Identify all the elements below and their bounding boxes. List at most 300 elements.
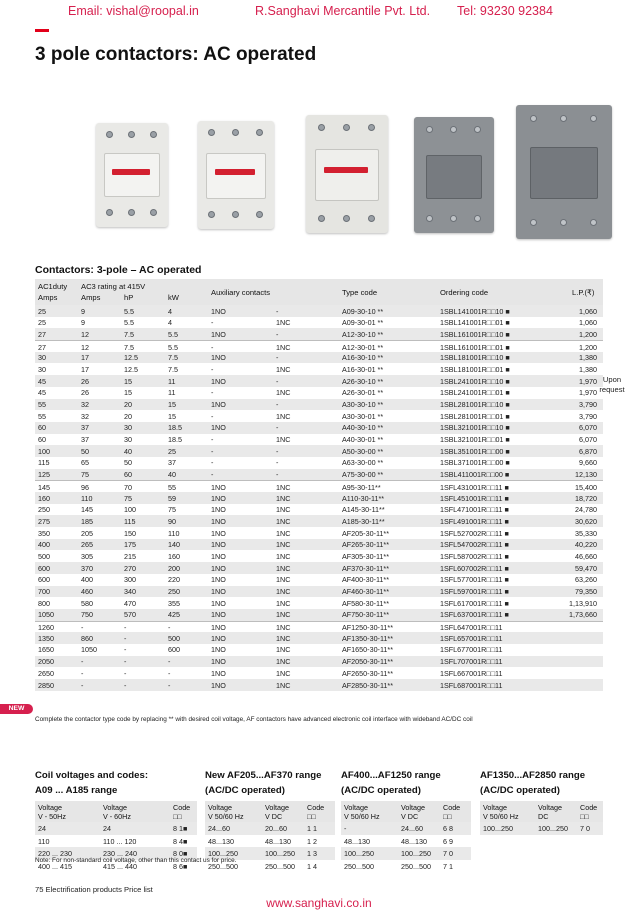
table-cell: 500 bbox=[38, 551, 50, 561]
table-cell: 1NC bbox=[276, 657, 291, 667]
table-cell: 1NC bbox=[276, 633, 291, 643]
table-cell: 1NC bbox=[276, 342, 291, 352]
table-cell: 1NO bbox=[211, 623, 226, 633]
table-cell: A12-30-01 ** bbox=[342, 342, 384, 352]
new-badge: NEW bbox=[0, 704, 33, 714]
table-cell: - bbox=[168, 680, 171, 690]
af1350-heading-2: (AC/DC operated) bbox=[480, 785, 560, 796]
table-row bbox=[35, 445, 603, 457]
table-cell: 20 bbox=[124, 411, 132, 421]
table-cell: 50 bbox=[124, 458, 132, 468]
table-cell: A50-30-00 ** bbox=[342, 446, 384, 456]
table-cell: 1SFL687001R□□11 bbox=[440, 680, 503, 690]
table-cell: 1NO bbox=[211, 633, 226, 643]
mini-subheader-cell: V - 50Hz bbox=[38, 812, 66, 821]
table-cell: - bbox=[211, 318, 214, 328]
table-cell: 1NC bbox=[276, 587, 291, 596]
table-cell: 1350 bbox=[38, 633, 54, 643]
mini-header-cell: Voltage bbox=[265, 803, 289, 812]
table-cell: 1NC bbox=[276, 680, 291, 690]
table-cell: 1SFL647001R□□11 bbox=[440, 623, 503, 633]
table-cell: AF580-30-11** bbox=[342, 598, 390, 608]
table-cell: - bbox=[211, 435, 214, 445]
mini-cell: 110 ... 120 bbox=[103, 836, 137, 846]
table-cell: A09-30-10 ** bbox=[342, 306, 384, 316]
table-cell: A12-30-10 ** bbox=[342, 329, 384, 339]
table-cell: 1SFL617001R□□11 ■ bbox=[440, 598, 509, 608]
table-cell: 17 bbox=[81, 364, 89, 374]
table-cell: 55 bbox=[168, 482, 176, 492]
table-row bbox=[35, 574, 603, 586]
table-cell: 1NC bbox=[276, 551, 291, 561]
table-row bbox=[35, 328, 603, 340]
table-cell: 70 bbox=[124, 482, 132, 492]
table-cell: 185 bbox=[81, 516, 93, 526]
table-cell: 500 bbox=[168, 633, 180, 643]
table-cell: - bbox=[276, 423, 279, 433]
table-cell: 110 bbox=[168, 528, 180, 538]
table-cell: 1NO bbox=[211, 551, 226, 561]
contactor-photo-3 bbox=[306, 115, 388, 233]
mini-cell: 48...130 bbox=[208, 836, 234, 846]
table-cell: 6,070 bbox=[579, 423, 597, 433]
table-cell: 7.5 bbox=[168, 364, 178, 374]
table-cell: - bbox=[168, 623, 171, 633]
table-cell: A09-30-01 ** bbox=[342, 318, 384, 328]
mini-cell: 230 ... 240 bbox=[103, 849, 137, 859]
table-cell: 470 bbox=[124, 598, 136, 608]
table-cell: 1SFL451001R□□11 ■ bbox=[440, 493, 509, 503]
table-cell: 1NO bbox=[211, 587, 226, 596]
table-cell: - bbox=[124, 633, 127, 643]
table-cell: 1NO bbox=[211, 353, 226, 363]
mini-subheader-cell: V 50/60 Hz bbox=[344, 812, 380, 821]
contactor-photo-2 bbox=[198, 121, 274, 229]
mini-cell: 100...250 bbox=[401, 849, 431, 859]
table-cell: 1SBL141001R□□10 ■ bbox=[440, 306, 510, 316]
af205-heading-2: (AC/DC operated) bbox=[205, 785, 285, 796]
table-cell: 1NC bbox=[276, 668, 291, 678]
table-cell: 110 bbox=[81, 493, 93, 503]
table-cell: 1NC bbox=[276, 598, 291, 608]
mini-cell: 20...60 bbox=[265, 824, 287, 833]
table-cell: 1SBL411001R□□00 ■ bbox=[440, 470, 510, 480]
table-cell: 1SFL597001R□□11 ■ bbox=[440, 587, 509, 596]
table-cell: 30 bbox=[124, 435, 132, 445]
mini-cell: 24...60 bbox=[208, 824, 230, 833]
table-cell: 3,790 bbox=[579, 400, 597, 409]
table-cell: 1260 bbox=[38, 623, 54, 633]
mini-table-row bbox=[480, 822, 603, 835]
table-cell: 1SBL181001R□□01 ■ bbox=[440, 364, 510, 374]
table-cell: 15 bbox=[168, 411, 176, 421]
table-body bbox=[35, 305, 603, 691]
table-cell: 2050 bbox=[38, 657, 54, 667]
table-cell: 1NO bbox=[211, 540, 226, 550]
table-cell: - bbox=[276, 353, 279, 363]
table-cell: 1NO bbox=[211, 668, 226, 678]
table-cell: 37 bbox=[81, 423, 89, 433]
table-cell: - bbox=[211, 458, 214, 468]
table-cell: 2650 bbox=[38, 668, 54, 678]
website-link[interactable]: www.sanghavi.co.in bbox=[266, 896, 372, 910]
table-row bbox=[35, 399, 603, 411]
mini-cell: 48...130 bbox=[401, 836, 427, 846]
table-cell: 1NC bbox=[276, 528, 291, 538]
table-cell: 1,13,910 bbox=[569, 598, 597, 608]
table-cell: 1NO bbox=[211, 610, 226, 620]
table-row bbox=[35, 539, 603, 551]
table-cell: 9 bbox=[81, 306, 85, 316]
mini-table-row bbox=[341, 835, 471, 848]
table-cell: 1SFL491001R□□11 ■ bbox=[440, 516, 509, 526]
table-cell: 100 bbox=[38, 446, 50, 456]
table-cell: 45 bbox=[38, 376, 46, 386]
table-cell: 600 bbox=[168, 645, 180, 655]
table-cell: 1SBL321001R□□10 ■ bbox=[440, 423, 510, 433]
mini-cell: 100...250 bbox=[208, 849, 238, 859]
table-cell: AF460-30-11** bbox=[342, 587, 390, 596]
table-cell: 37 bbox=[81, 435, 89, 445]
mini-cell: 1 1 bbox=[307, 824, 317, 833]
mini-header-cell: Voltage bbox=[38, 803, 62, 812]
table-cell: 9,660 bbox=[579, 458, 597, 468]
table-cell: - bbox=[211, 411, 214, 421]
table-cell: 1NC bbox=[276, 505, 291, 515]
table-cell: 18.5 bbox=[168, 423, 182, 433]
table-cell: 9 bbox=[81, 318, 85, 328]
table-cell: 1SBL241001R□□10 ■ bbox=[440, 376, 510, 386]
col-ac1-amps: Amps bbox=[38, 293, 58, 302]
table-cell: 400 bbox=[38, 540, 50, 550]
table-cell: 340 bbox=[124, 587, 136, 596]
table-cell: 1050 bbox=[38, 610, 54, 620]
table-cell: A185-30-11** bbox=[342, 516, 385, 526]
table-cell: - bbox=[211, 470, 214, 480]
table-cell: 1SFL667001R□□11 bbox=[440, 668, 503, 678]
table-cell: 1SFL471001R□□11 ■ bbox=[440, 505, 509, 515]
table-cell: 1NO bbox=[211, 493, 226, 503]
table-cell: 800 bbox=[38, 598, 50, 608]
table-cell: 27 bbox=[38, 342, 46, 352]
table-cell: 250 bbox=[168, 587, 180, 596]
table-cell: 12 bbox=[81, 342, 89, 352]
table-cell: 1NO bbox=[211, 645, 226, 655]
table-cell: 1NC bbox=[276, 388, 291, 398]
table-cell: 175 bbox=[124, 540, 136, 550]
table-cell: - bbox=[81, 680, 84, 690]
table-cell: 15 bbox=[124, 388, 132, 398]
table-cell: 600 bbox=[38, 563, 50, 573]
mini-cell: 7 1 bbox=[443, 861, 453, 871]
table-cell: 160 bbox=[168, 551, 180, 561]
table-cell: 12.5 bbox=[124, 364, 138, 374]
mini-header-cell: Voltage bbox=[103, 803, 127, 812]
table-cell: - bbox=[124, 645, 127, 655]
mini-subheader-cell: V 50/60 Hz bbox=[483, 812, 519, 821]
mini-header-cell: Code bbox=[307, 803, 325, 812]
table-cell: 300 bbox=[124, 575, 136, 585]
table-cell: A75-30-00 ** bbox=[342, 470, 384, 480]
table-row bbox=[35, 667, 603, 679]
table-cell: 79,350 bbox=[575, 587, 597, 596]
table-cell: 6,870 bbox=[579, 446, 597, 456]
table-cell: 90 bbox=[168, 516, 176, 526]
table-cell: 1SFL527002R□□11 ■ bbox=[440, 528, 509, 538]
table-cell: 1650 bbox=[38, 645, 54, 655]
table-cell: 1SBL281001R□□01 ■ bbox=[440, 411, 510, 421]
table-cell: - bbox=[276, 470, 279, 480]
mini-cell: 100...250 bbox=[483, 824, 513, 833]
mini-subheader-cell: □□ bbox=[173, 812, 182, 821]
table-cell: 65 bbox=[81, 458, 89, 468]
table-cell: 15 bbox=[124, 376, 132, 386]
table-cell: 1SFL587002R□□11 ■ bbox=[440, 551, 509, 561]
mini-cell: 250...500 bbox=[401, 861, 431, 871]
table-cell: - bbox=[211, 364, 214, 374]
mini-subheader-cell: V - 60Hz bbox=[103, 812, 131, 821]
table-cell: 1NC bbox=[276, 318, 291, 328]
table-cell: 37 bbox=[168, 458, 176, 468]
table-cell: 27 bbox=[38, 329, 46, 339]
table-cell: A110-30-11** bbox=[342, 493, 385, 503]
table-cell: 55 bbox=[38, 411, 46, 421]
table-cell: - bbox=[276, 400, 279, 409]
table-cell: 6,070 bbox=[579, 435, 597, 445]
table-cell: 150 bbox=[124, 528, 136, 538]
table-cell: - bbox=[276, 458, 279, 468]
table-cell: 1NO bbox=[211, 423, 226, 433]
table-cell: AF1350-30-11** bbox=[342, 633, 394, 643]
mini-cell: 6 8 bbox=[443, 824, 453, 833]
col-amps: Amps bbox=[81, 293, 101, 302]
table-cell: 60 bbox=[38, 423, 46, 433]
table-cell: 1NO bbox=[211, 505, 226, 515]
table-row bbox=[35, 457, 603, 469]
table-cell: 3,790 bbox=[579, 411, 597, 421]
table-cell: 17 bbox=[81, 353, 89, 363]
mini-table-header bbox=[341, 801, 471, 822]
mini-cell: 24 bbox=[103, 824, 111, 833]
table-row bbox=[35, 609, 603, 621]
table-cell: 125 bbox=[38, 470, 50, 480]
table-row bbox=[35, 317, 603, 329]
table-cell: 40,220 bbox=[575, 540, 597, 550]
table-cell: 265 bbox=[81, 540, 93, 550]
table-cell: 1,060 bbox=[579, 318, 597, 328]
table-cell: AF205-30-11** bbox=[342, 528, 390, 538]
mini-cell: 220 ... 230 bbox=[38, 849, 72, 859]
table-cell: 1SBL281001R□□10 ■ bbox=[440, 400, 510, 409]
table-cell: - bbox=[276, 376, 279, 386]
table-cell: A40-30-10 ** bbox=[342, 423, 384, 433]
mini-cell: 7 0 bbox=[580, 824, 590, 833]
table-cell: 1NC bbox=[276, 435, 291, 445]
table-row bbox=[35, 375, 603, 387]
table-cell: 75 bbox=[124, 493, 132, 503]
table-row bbox=[35, 562, 603, 574]
mini-cell: 1 4 bbox=[307, 861, 317, 871]
table-cell: AF370-30-11** bbox=[342, 563, 390, 573]
mini-subheader-cell: □□ bbox=[580, 812, 589, 821]
table-cell: 1NO bbox=[211, 516, 226, 526]
table-row bbox=[35, 387, 603, 399]
table-cell: 75 bbox=[81, 470, 89, 480]
table-row bbox=[35, 363, 603, 375]
mini-cell: 8 1■ bbox=[173, 824, 188, 833]
table-cell: A63-30-00 ** bbox=[342, 458, 384, 468]
table-row bbox=[35, 515, 603, 527]
mini-table-row bbox=[341, 822, 471, 835]
table-cell: 1NO bbox=[211, 563, 226, 573]
coil-heading-2: A09 ... A185 range bbox=[35, 785, 118, 796]
col-ordering: Ordering code bbox=[440, 288, 489, 297]
mini-subheader-cell: DC bbox=[538, 812, 549, 821]
mini-cell: - bbox=[344, 824, 347, 833]
table-cell: 7.5 bbox=[168, 353, 178, 363]
table-cell: 24,780 bbox=[575, 505, 597, 515]
mini-subheader-cell: V DC bbox=[265, 812, 283, 821]
table-cell: 12 bbox=[81, 329, 89, 339]
mini-header-cell: Code bbox=[580, 803, 598, 812]
table-cell: - bbox=[211, 446, 214, 456]
col-aux: Auxiliary contacts bbox=[211, 288, 271, 297]
table-cell: 1NC bbox=[276, 411, 291, 421]
table-cell: 1NO bbox=[211, 400, 226, 409]
table-cell: AF1650-30-11** bbox=[342, 645, 394, 655]
table-cell: 1,200 bbox=[579, 342, 597, 352]
table-cell: 5.5 bbox=[168, 329, 178, 339]
table-cell: 1NC bbox=[276, 563, 291, 573]
table-cell: 145 bbox=[38, 482, 50, 492]
table-cell: 25 bbox=[38, 318, 46, 328]
table-cell: 570 bbox=[124, 610, 136, 620]
table-cell: 370 bbox=[81, 563, 93, 573]
table-cell: 30 bbox=[38, 364, 46, 374]
table-cell: A26-30-10 ** bbox=[342, 376, 384, 386]
table-cell: 1SBL181001R□□10 ■ bbox=[440, 353, 510, 363]
table-cell: 30 bbox=[124, 423, 132, 433]
table-cell: 1NO bbox=[211, 528, 226, 538]
mini-cell: 48...130 bbox=[265, 836, 291, 846]
table-cell: A16-30-01 ** bbox=[342, 364, 384, 374]
accent-bar bbox=[35, 29, 49, 32]
mini-cell: 7 0 bbox=[443, 849, 453, 859]
table-cell: 46,660 bbox=[575, 551, 597, 561]
table-cell: 7.5 bbox=[124, 342, 134, 352]
table-cell: 1SFL677001R□□11 bbox=[440, 645, 503, 655]
table-cell: 1NO bbox=[211, 598, 226, 608]
table-cell: 355 bbox=[168, 598, 180, 608]
table-cell: AF265-30-11** bbox=[342, 540, 390, 550]
table-cell: 40 bbox=[168, 470, 176, 480]
table-cell: 1,200 bbox=[579, 329, 597, 339]
table-cell: 860 bbox=[81, 633, 93, 643]
mini-header-cell: Voltage bbox=[344, 803, 368, 812]
table-cell: 580 bbox=[81, 598, 93, 608]
table-cell: 5.5 bbox=[124, 306, 134, 316]
table-header bbox=[35, 279, 603, 305]
table-cell: 18,720 bbox=[575, 493, 597, 503]
table-cell: 750 bbox=[81, 610, 93, 620]
table-cell: 1SFL657001R□□11 bbox=[440, 633, 503, 643]
table-cell: 15 bbox=[168, 400, 176, 409]
table-cell: 140 bbox=[168, 540, 180, 550]
table-cell: - bbox=[81, 623, 84, 633]
page-header bbox=[0, 4, 638, 22]
table-cell: - bbox=[211, 388, 214, 398]
table-cell: - bbox=[276, 329, 279, 339]
table-row bbox=[35, 597, 603, 609]
table-cell: 1SFL547002R□□11 ■ bbox=[440, 540, 509, 550]
table-cell: - bbox=[124, 623, 127, 633]
table-cell: 215 bbox=[124, 551, 136, 561]
table-cell: - bbox=[168, 657, 171, 667]
mini-table-row bbox=[35, 835, 197, 848]
section-title: Contactors: 3-pole – AC operated bbox=[35, 264, 202, 276]
table-cell: 12,130 bbox=[575, 470, 597, 480]
table-cell: 25 bbox=[168, 446, 176, 456]
table-row bbox=[35, 504, 603, 516]
table-cell: 1NC bbox=[276, 364, 291, 374]
table-cell: 20 bbox=[124, 400, 132, 409]
table-cell: 32 bbox=[81, 400, 89, 409]
table-cell: 1SBL241001R□□01 ■ bbox=[440, 388, 510, 398]
table-cell: 35,330 bbox=[575, 528, 597, 538]
table-cell: 160 bbox=[38, 493, 50, 503]
table-cell: 205 bbox=[81, 528, 93, 538]
table-cell: 1NC bbox=[276, 610, 291, 620]
mini-table-row bbox=[35, 822, 197, 835]
af400-heading-1: AF400...AF1250 range bbox=[341, 770, 441, 781]
mini-subheader-cell: V 50/60 Hz bbox=[208, 812, 244, 821]
af205-heading-1: New AF205...AF370 range bbox=[205, 770, 322, 781]
table-row bbox=[35, 656, 603, 668]
table-cell: 45 bbox=[38, 388, 46, 398]
table-cell: 1NC bbox=[276, 645, 291, 655]
table-cell: 5.5 bbox=[124, 318, 134, 328]
table-cell: 1NO bbox=[211, 482, 226, 492]
mini-header-cell: Code bbox=[173, 803, 191, 812]
table-cell: 26 bbox=[81, 376, 89, 386]
table-cell: 425 bbox=[168, 610, 180, 620]
mini-cell: 400 ... 415 bbox=[38, 861, 72, 871]
table-cell: 1NO bbox=[211, 657, 226, 667]
table-cell: 460 bbox=[81, 587, 93, 596]
table-cell: 1NO bbox=[211, 575, 226, 585]
mini-cell: 8 0■ bbox=[173, 849, 188, 859]
contactor-photo-4 bbox=[414, 117, 494, 233]
table-cell: A30-30-01 ** bbox=[342, 411, 384, 421]
col-kw: kW bbox=[168, 293, 179, 302]
table-cell: AF2650-30-11** bbox=[342, 668, 394, 678]
mini-cell: 24...60 bbox=[401, 824, 423, 833]
table-cell: 25 bbox=[38, 306, 46, 316]
table-cell: 1NC bbox=[276, 516, 291, 526]
table-cell: 1,970 bbox=[579, 376, 597, 386]
page-title: 3 pole contactors: AC operated bbox=[35, 44, 317, 65]
table-cell: 220 bbox=[168, 575, 180, 585]
table-cell: 200 bbox=[168, 563, 180, 573]
table-cell: AF750-30-11** bbox=[342, 610, 390, 620]
table-cell: 1SBL351001R□□00 ■ bbox=[440, 446, 510, 456]
table-cell: 18.5 bbox=[168, 435, 182, 445]
table-cell: 7.5 bbox=[124, 329, 134, 339]
table-cell: AF2050-30-11** bbox=[342, 657, 394, 667]
table-cell: 63,260 bbox=[575, 575, 597, 585]
table-cell: 26 bbox=[81, 388, 89, 398]
mini-cell: 100...250 bbox=[344, 849, 374, 859]
